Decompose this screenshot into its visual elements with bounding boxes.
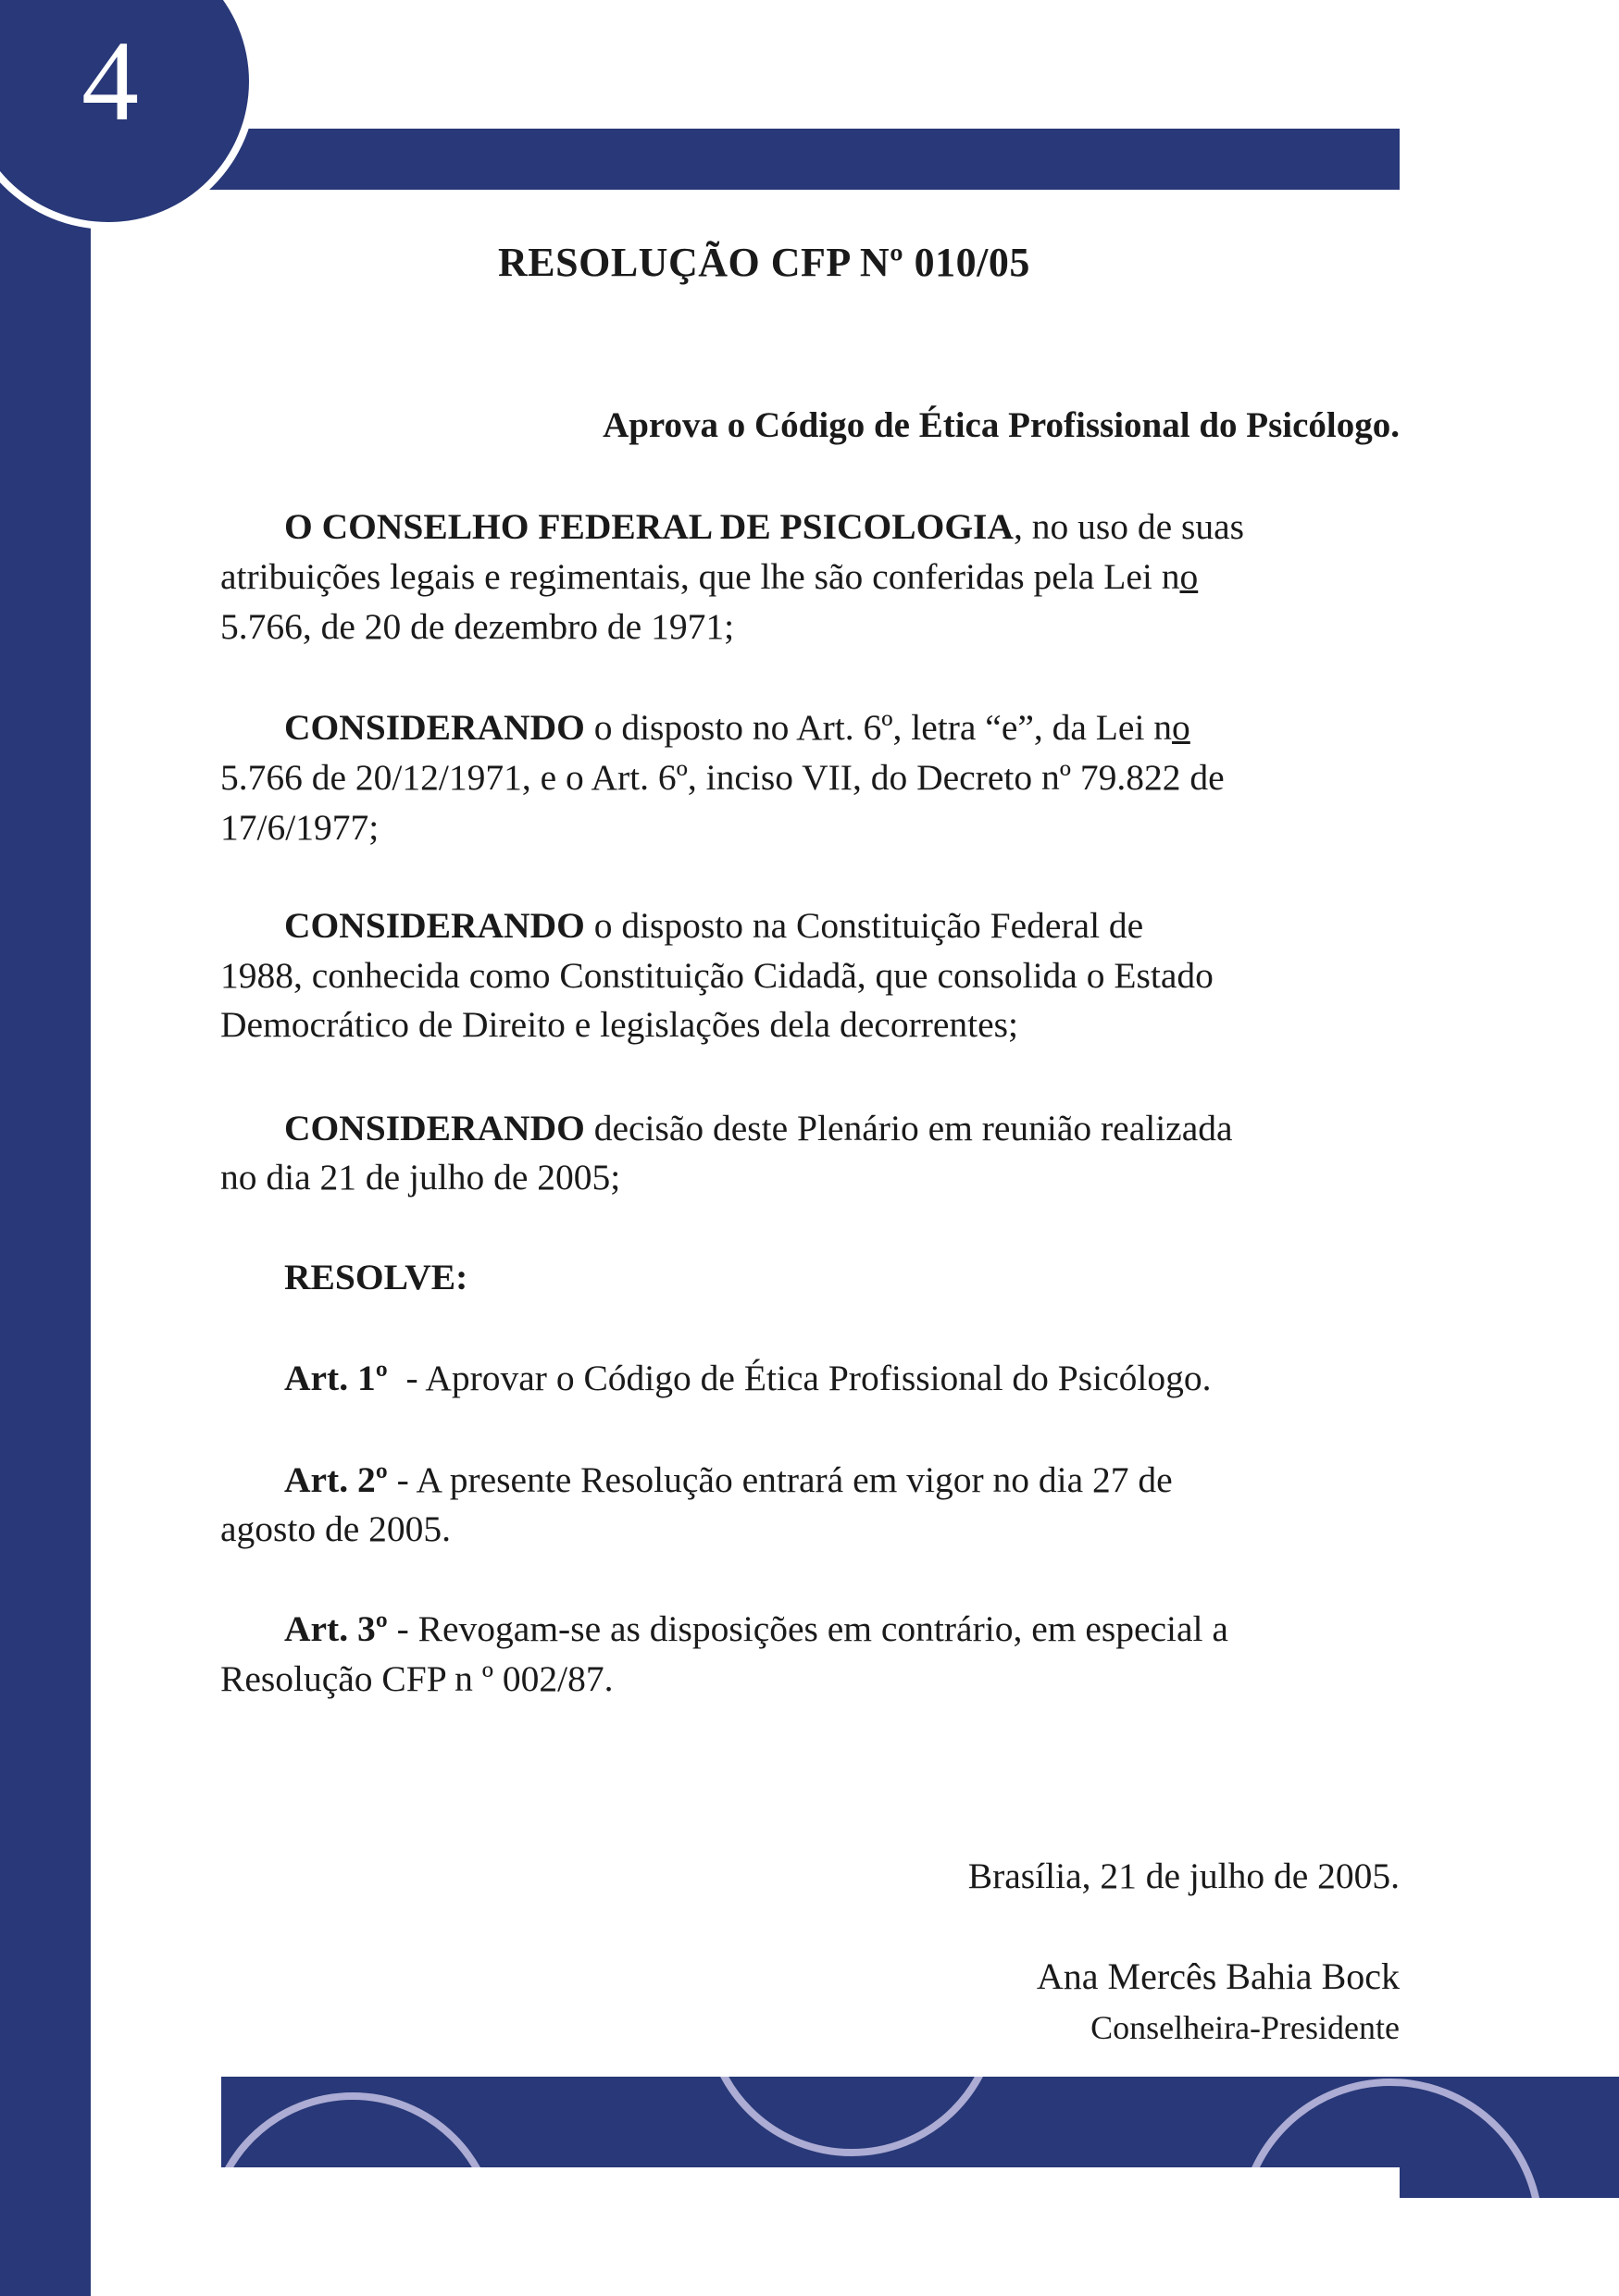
considerando-1-line-3: 17/6/1977; <box>220 807 380 848</box>
preamble-line-2: atribuições legais e regimentais, que lhe são conferidas pela Lei no <box>220 556 1199 597</box>
page-number: 4 <box>81 18 139 144</box>
considerando-2-line-2: 1988, conhecida como Constituição Cidadã, que consolida o Estado <box>220 955 1214 996</box>
considerando-3-line-2: no dia 21 de julho de 2005; <box>220 1157 621 1198</box>
article-1: Art. 1º - Aprovar o Código de Ética Profissional do Psicólogo. <box>284 1358 1212 1398</box>
considerando-1-line-1: CONSIDERANDO o disposto no Art. 6º, letra “e”, da Lei no <box>284 707 1190 748</box>
decorative-arc-left <box>221 2092 499 2167</box>
article-2-line-1: Art. 2º - A presente Resolução entrará em vigor no dia 27 de <box>284 1459 1173 1500</box>
article-2-line-2: agosto de 2005. <box>220 1508 452 1549</box>
considerando-3-line-1: CONSIDERANDO decisão deste Plenário em reunião realizada <box>284 1108 1233 1148</box>
preamble-line-1: O CONSELHO FEDERAL DE PSICOLOGIA, no uso de suas <box>284 506 1245 547</box>
document-subtitle: Aprova o Código de Ética Profissional do Psicólogo. <box>603 405 1400 445</box>
signature-role: Conselheira-Presidente <box>1090 2009 1400 2046</box>
bottom-right-tab <box>1400 2077 1619 2198</box>
top-header-bar <box>139 129 1400 190</box>
considerando-2-line-3: Democrático de Direito e legislações dela decorrentes; <box>220 1004 1019 1045</box>
place-date: Brasília, 21 de julho de 2005. <box>967 1855 1400 1896</box>
signature-name: Ana Mercês Bahia Bock <box>1036 1955 1400 1997</box>
decorative-arc-middle <box>704 2077 1000 2156</box>
resolve-heading: RESOLVE: <box>284 1257 468 1297</box>
document-title: RESOLUÇÃO CFP Nº 010/05 <box>498 240 1030 285</box>
article-3-line-1: Art. 3º - Revogam-se as disposições em contrário, em especial a <box>284 1608 1228 1649</box>
considerando-1-line-2: 5.766 de 20/12/1971, e o Art. 6º, inciso VII, do Decreto nº 79.822 de <box>220 757 1225 798</box>
preamble-line-3: 5.766, de 20 de dezembro de 1971; <box>220 606 735 647</box>
decorative-arc-right-continued <box>1400 2079 1543 2198</box>
preamble-lead: O CONSELHO FEDERAL DE PSICOLOGIA <box>284 506 1014 547</box>
article-3-line-2: Resolução CFP n º 002/87. <box>220 1658 614 1699</box>
left-sidebar-stripe <box>0 0 91 2296</box>
considerando-2-line-1: CONSIDERANDO o disposto na Constituição Federal de <box>284 905 1144 946</box>
